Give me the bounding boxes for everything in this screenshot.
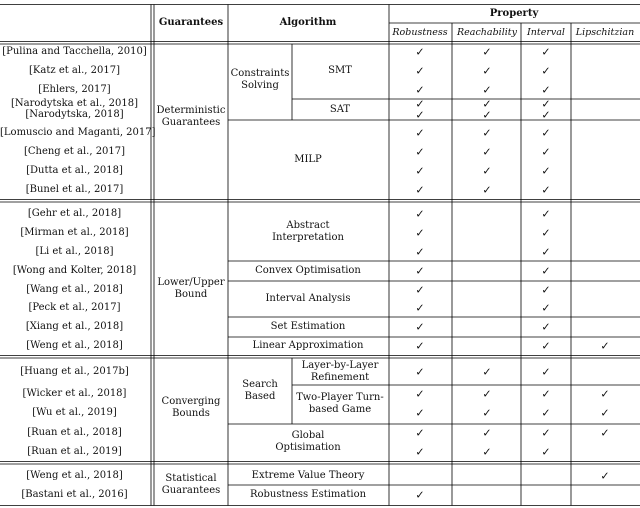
header-property: Property	[489, 8, 539, 19]
check-robustness: ✓	[415, 207, 425, 221]
algo-search-based: Search Based	[242, 379, 278, 402]
reference-item: [Narodytska, 2018]	[25, 109, 124, 120]
check-robustness: ✓	[415, 126, 425, 140]
guarantee-lower-upper: Lower/Upper Bound	[157, 277, 225, 300]
reference-item: [Ruan et al., 2019]	[27, 446, 122, 457]
check-robustness: ✓	[415, 164, 425, 178]
reference-item: [Wicker et al., 2018]	[22, 388, 127, 399]
reference-item: [Katz et al., 2017]	[29, 65, 120, 76]
algo-sat: SAT	[329, 104, 351, 115]
algo-robustness-estimation: Robustness Estimation	[249, 489, 367, 500]
check-interval: ✓	[541, 97, 551, 111]
check-reachability: ✓	[482, 64, 492, 78]
algo-milp: MILP	[294, 154, 322, 165]
check-robustness: ✓	[415, 145, 425, 159]
check-robustness: ✓	[415, 365, 425, 379]
reference-item: [Ruan et al., 2018]	[27, 427, 122, 438]
check-interval: ✓	[541, 245, 551, 259]
check-robustness: ✓	[415, 301, 425, 315]
reference-item: [Lomuscio and Maganti, 2017]	[0, 127, 156, 138]
check-robustness: ✓	[415, 83, 425, 97]
header-robustness: Robustness	[392, 27, 448, 38]
header-interval: Interval	[527, 27, 565, 38]
check-robustness: ✓	[415, 339, 425, 353]
check-interval: ✓	[541, 226, 551, 240]
check-interval: ✓	[541, 406, 551, 420]
reference-item: [Dutta et al., 2018]	[26, 165, 123, 176]
reference-item: [Bunel et al., 2017]	[25, 184, 124, 195]
check-robustness: ✓	[415, 387, 425, 401]
check-reachability: ✓	[482, 183, 492, 197]
reference-item: [Huang et al., 2017b]	[20, 366, 129, 377]
reference-item: [Cheng et al., 2017]	[23, 146, 126, 157]
reference-item: [Narodytska et al., 2018]	[11, 98, 138, 109]
check-robustness: ✓	[415, 264, 425, 278]
check-interval: ✓	[541, 426, 551, 440]
check-robustness: ✓	[415, 45, 425, 59]
reference-item: [Li et al., 2018]	[35, 246, 114, 257]
check-reachability: ✓	[482, 406, 492, 420]
reference-item: [Weng et al., 2018]	[26, 470, 123, 481]
header-reachability: Reachability	[457, 27, 517, 38]
reference-item: [Wang et al., 2018]	[26, 284, 123, 295]
header-guarantees: Guarantees	[158, 17, 224, 28]
check-interval: ✓	[541, 83, 551, 97]
check-interval: ✓	[541, 445, 551, 459]
check-interval: ✓	[541, 126, 551, 140]
reference-item: [Ehlers, 2017]	[38, 84, 111, 95]
check-interval: ✓	[541, 64, 551, 78]
guarantee-deterministic: Deterministic Guarantees	[156, 105, 226, 128]
check-reachability: ✓	[482, 145, 492, 159]
algo-constraints-solving: Constraints Solving	[230, 68, 290, 91]
guarantee-converging: Converging Bounds	[161, 396, 221, 419]
reference-item: [Peck et al., 2017]	[28, 302, 121, 313]
check-robustness: ✓	[415, 245, 425, 259]
check-lipschitzian: ✓	[600, 387, 610, 401]
algo-global-optisimation: Global Optisimation	[275, 430, 341, 453]
check-interval: ✓	[541, 45, 551, 59]
check-reachability: ✓	[482, 445, 492, 459]
check-robustness: ✓	[415, 108, 425, 122]
check-lipschitzian: ✓	[600, 469, 610, 483]
reference-item: [Pulina and Tacchella, 2010]	[2, 46, 147, 57]
algo-abstract-interpretation: Abstract Interpretation	[272, 220, 344, 243]
check-robustness: ✓	[415, 226, 425, 240]
check-interval: ✓	[541, 387, 551, 401]
check-interval: ✓	[541, 108, 551, 122]
reference-item: [Wong and Kolter, 2018]	[12, 265, 137, 276]
check-reachability: ✓	[482, 426, 492, 440]
check-reachability: ✓	[482, 45, 492, 59]
check-robustness: ✓	[415, 183, 425, 197]
check-interval: ✓	[541, 365, 551, 379]
header-lipschitzian: Lipschitzian	[575, 27, 635, 38]
check-robustness: ✓	[415, 64, 425, 78]
reference-item: [Gehr et al., 2018]	[27, 208, 122, 219]
reference-item: [Mirman et al., 2018]	[20, 227, 129, 238]
check-interval: ✓	[541, 264, 551, 278]
reference-item: [Bastani et al., 2016]	[21, 489, 128, 500]
reference-item: [Weng et al., 2018]	[26, 340, 123, 351]
check-lipschitzian: ✓	[600, 339, 610, 353]
algo-extreme-value-theory: Extreme Value Theory	[251, 470, 365, 481]
check-robustness: ✓	[415, 445, 425, 459]
check-interval: ✓	[541, 145, 551, 159]
check-reachability: ✓	[482, 365, 492, 379]
algo-interval-analysis: Interval Analysis	[265, 293, 351, 304]
reference-item: [Xiang et al., 2018]	[25, 321, 124, 332]
check-interval: ✓	[541, 339, 551, 353]
algo-layer-refinement: Layer-by-Layer Refinement	[301, 360, 379, 383]
check-robustness: ✓	[415, 426, 425, 440]
algo-linear-approximation: Linear Approximation	[252, 340, 364, 351]
check-robustness: ✓	[415, 320, 425, 334]
check-robustness: ✓	[415, 488, 425, 502]
check-reachability: ✓	[482, 126, 492, 140]
check-robustness: ✓	[415, 97, 425, 111]
check-lipschitzian: ✓	[600, 426, 610, 440]
check-interval: ✓	[541, 164, 551, 178]
check-reachability: ✓	[482, 108, 492, 122]
header-algorithm: Algorithm	[279, 17, 337, 28]
check-reachability: ✓	[482, 83, 492, 97]
check-robustness: ✓	[415, 406, 425, 420]
check-interval: ✓	[541, 183, 551, 197]
check-interval: ✓	[541, 207, 551, 221]
check-interval: ✓	[541, 283, 551, 297]
check-robustness: ✓	[415, 283, 425, 297]
check-reachability: ✓	[482, 164, 492, 178]
algo-two-player-game: Two-Player Turn-based Game	[296, 392, 384, 415]
algo-smt: SMT	[328, 65, 352, 76]
check-lipschitzian: ✓	[600, 406, 610, 420]
check-reachability: ✓	[482, 387, 492, 401]
algo-convex-optimisation: Convex Optimisation	[255, 265, 361, 276]
algo-set-estimation: Set Estimation	[270, 321, 346, 332]
reference-item: [Wu et al., 2019]	[32, 407, 117, 418]
check-interval: ✓	[541, 301, 551, 315]
check-interval: ✓	[541, 320, 551, 334]
guarantee-statistical: Statistical Guarantees	[161, 473, 221, 496]
check-reachability: ✓	[482, 97, 492, 111]
